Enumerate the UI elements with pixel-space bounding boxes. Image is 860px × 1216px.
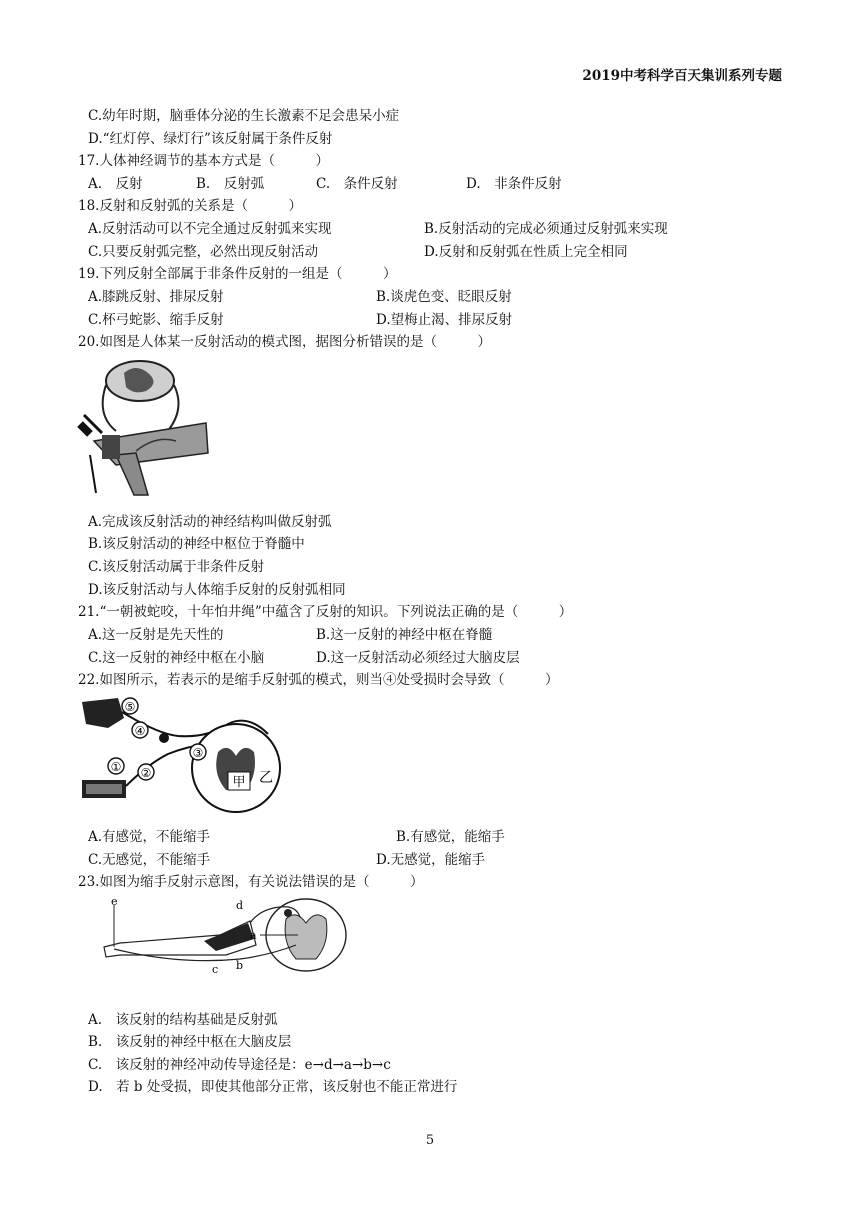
- q22-label-jia: 甲: [232, 775, 246, 790]
- q18-option-b: B.反射活动的完成必须通过反射弧来实现: [424, 221, 668, 237]
- page-number: 5: [425, 1133, 435, 1148]
- q22-label-4: ④: [134, 724, 146, 738]
- page-header-title: 2019中考科学百天集训系列专题: [582, 68, 782, 84]
- q16-option-d: D.“红灯停、绿灯行”该反射属于条件反射: [88, 131, 333, 147]
- q21-option-d: D.这一反射活动必须经过大脑皮层: [316, 650, 520, 666]
- q17-option-d: D. 非条件反射: [466, 176, 562, 192]
- q20-stem: 20.如图是人体某一反射活动的模式图，据图分析错误的是（ ）: [78, 334, 491, 350]
- q23-label-c: c: [212, 963, 219, 976]
- q23-label-a: a: [250, 929, 257, 942]
- q22-label-2: ②: [140, 766, 152, 780]
- q22-option-d: D.无感觉，能缩手: [376, 852, 486, 868]
- q22-option-a: A.有感觉，不能缩手: [88, 829, 211, 845]
- q19-option-b: B.谈虎色变、眨眼反射: [376, 289, 512, 305]
- q22-option-b: B.有感觉，能缩手: [396, 829, 505, 845]
- q22-stem: 22.如图所示，若表示的是缩手反射弧的模式，则当④处受损时会导致（ ）: [78, 672, 559, 688]
- q23-label-d: d: [236, 899, 244, 912]
- q21-option-a: A.这一反射是先天性的: [88, 627, 224, 643]
- q18-option-d: D.反射和反射弧在性质上完全相同: [424, 244, 628, 260]
- q17-option-b: B. 反射弧: [196, 176, 265, 192]
- q23-option-b: B. 该反射的神经中枢在大脑皮层: [88, 1034, 292, 1050]
- q18-option-c: C.只要反射弧完整，必然出现反射活动: [88, 244, 319, 260]
- q23-option-c: C. 该反射的神经冲动传导途径是：e→d→a→b→c: [88, 1057, 391, 1073]
- q17-option-c: C. 条件反射: [316, 176, 398, 192]
- q19-option-a: A.膝跳反射、排尿反射: [88, 289, 224, 305]
- q22-option-c: C.无感觉，不能缩手: [88, 852, 211, 868]
- q21-stem: 21.“一朝被蛇咬，十年怕井绳”中蕴含了反射的知识。下列说法正确的是（ ）: [78, 604, 573, 620]
- q22-label-5: ⑤: [124, 700, 136, 714]
- q20-option-a: A.完成该反射活动的神经结构叫做反射弧: [88, 514, 332, 530]
- q19-option-d: D.望梅止渴、排尿反射: [376, 312, 513, 328]
- q23-withdrawal-reflex-figure: [100, 893, 352, 977]
- q22-label-yi: 乙: [259, 770, 273, 786]
- q18-option-a: A.反射活动可以不完全通过反射弧来实现: [88, 221, 332, 237]
- q17-stem: 17.人体神经调节的基本方式是（ ）: [78, 153, 329, 169]
- q19-option-c: C.杯弓蛇影、缩手反射: [88, 312, 224, 328]
- q21-option-b: B.这一反射的神经中枢在脊髓: [316, 627, 493, 643]
- q16-option-c: C.幼年时期，脑垂体分泌的生长激素不足会患呆小症: [88, 108, 400, 124]
- q20-option-d: D.该反射活动与人体缩手反射的反射弧相同: [88, 582, 346, 598]
- q22-label-1: ①: [110, 760, 122, 774]
- q20-knee-reflex-figure: [76, 355, 210, 500]
- q22-reflex-arc-figure: [78, 694, 288, 819]
- q21-option-c: C.这一反射的神经中枢在小脑: [88, 650, 265, 666]
- q23-label-e: e: [111, 895, 118, 908]
- q20-option-c: C.该反射活动属于非条件反射: [88, 559, 265, 575]
- q17-option-a: A. 反射: [88, 176, 143, 192]
- q20-option-b: B.该反射活动的神经中枢位于脊髓中: [88, 536, 305, 552]
- q19-stem: 19.下列反射全部属于非条件反射的一组是（ ）: [78, 266, 397, 282]
- q23-option-d: D. 若 b 处受损，即使其他部分正常，该反射也不能正常进行: [88, 1079, 458, 1095]
- q23-option-a: A. 该反射的结构基础是反射弧: [88, 1012, 278, 1028]
- q18-stem: 18.反射和反射弧的关系是（ ）: [78, 198, 302, 214]
- q23-stem: 23.如图为缩手反射示意图，有关说法错误的是（ ）: [78, 874, 424, 890]
- q23-label-b: b: [236, 959, 244, 972]
- q22-label-3: ③: [192, 746, 204, 760]
